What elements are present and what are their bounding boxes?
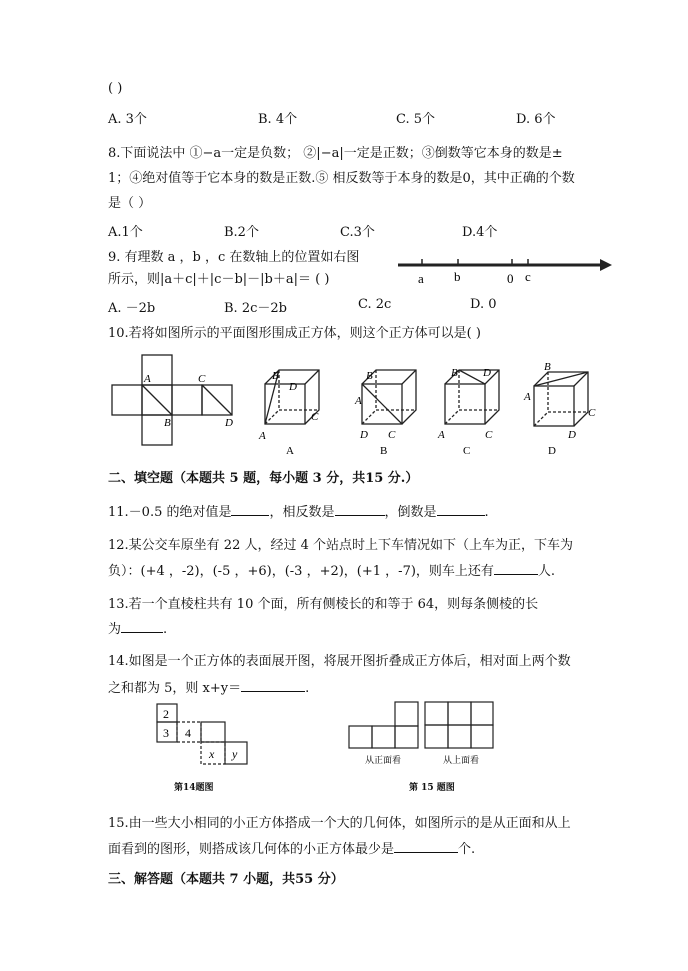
fig14-caption: 第14题图 bbox=[174, 783, 214, 793]
q9-option-c: C. 2c bbox=[358, 297, 392, 312]
q11-text-d: . bbox=[484, 505, 489, 520]
cube-net-figure bbox=[108, 352, 248, 452]
net-label-b: B bbox=[164, 417, 171, 429]
fig15-caption: 第 15 题图 bbox=[409, 783, 455, 793]
q7-option-b: B. 4个 bbox=[258, 112, 298, 127]
q8-line2: 1；④绝对值等于它本身的数是正数.⑤ 相反数等于本身的数是0，其中正确的个数 bbox=[108, 171, 575, 186]
q11-line bbox=[108, 502, 489, 522]
q10-question: 10.若将如图所示的平面图形围成正方体，则这个正方体可以是( ) bbox=[108, 326, 481, 341]
cube-d-label-d: D bbox=[568, 429, 576, 441]
net-label-c: C bbox=[198, 373, 206, 385]
cube-choice-c bbox=[437, 362, 517, 458]
q11-blank-abs[interactable] bbox=[231, 502, 269, 516]
q12-line1: 12.某公交车原坐有 22 人，经过 4 个站点时上下车情况如下（上车为正，下车为 bbox=[108, 538, 574, 553]
choice-label-b: B bbox=[380, 445, 388, 457]
net-label-d: D bbox=[225, 417, 233, 429]
q11-blank-reciprocal[interactable] bbox=[437, 502, 485, 516]
cube-b-label-b: B bbox=[366, 370, 373, 382]
cube-a-label-c: C bbox=[311, 411, 319, 423]
q12-text-a: 负）：(+4 ，-2)，(-5 ，+6)，(-3 ，+2)，(+1 ，-7)，则车上还有 bbox=[108, 564, 494, 579]
fig15-front-label: 从正面看 bbox=[365, 755, 402, 765]
q7-option-a: A. 3个 bbox=[108, 112, 147, 127]
q8-line3: 是（ ） bbox=[108, 196, 152, 211]
q13-blank[interactable] bbox=[121, 619, 163, 633]
cube-d-label-a: A bbox=[524, 391, 531, 403]
q15-blank[interactable] bbox=[394, 839, 458, 853]
cube-d-label-c: C bbox=[588, 407, 596, 419]
q9-line2: 所示，则|a＋c|＋|c－b|－|b＋a|＝ ( ) bbox=[108, 272, 330, 287]
number-line-arrow bbox=[600, 259, 612, 271]
q11-text-b: ，相反数是 bbox=[269, 505, 335, 520]
cube-a-label-a: A bbox=[259, 430, 266, 442]
q12-blank[interactable] bbox=[494, 561, 538, 575]
cube-c-label-d: D bbox=[483, 367, 491, 379]
q11-blank-opposite[interactable] bbox=[335, 502, 385, 516]
fig14-cell-4: 4 bbox=[185, 726, 191, 740]
q8-option-a: A.1个 bbox=[108, 225, 143, 240]
q13-line1: 13.若一个直棱柱共有 10 个面，所有侧棱长的和等于 64，则每条侧棱的长 bbox=[108, 597, 539, 612]
q14-line2 bbox=[108, 678, 309, 698]
q9-option-b: B. 2c－2b bbox=[224, 301, 287, 316]
fig14-cell-3: 3 bbox=[163, 726, 169, 740]
cube-c-label-b: B bbox=[451, 367, 458, 379]
fig14-cube-net bbox=[155, 702, 255, 772]
fig14-cell-x: x bbox=[209, 747, 215, 761]
q11-text-c: ，倒数是 bbox=[384, 505, 437, 520]
cube-choice-b bbox=[352, 362, 432, 458]
axis-label-c: c bbox=[525, 269, 531, 284]
cube-choice-a bbox=[255, 362, 335, 458]
q15-text-a: 面看到的图形，则搭成该几何体的小正方体最少是 bbox=[108, 842, 395, 857]
q15-text-b: 个. bbox=[458, 842, 476, 857]
q8-option-b: B.2个 bbox=[224, 225, 259, 240]
section3-heading: 三、解答题（本题共 7 小题，共55 分） bbox=[108, 872, 344, 887]
q13-text-b: . bbox=[163, 622, 168, 637]
q8-option-c: C.3个 bbox=[340, 225, 375, 240]
q8-line1: 8.下面说法中 ①−a一定是负数； ②|−a|一定是正数；③倒数等它本身的数是± bbox=[108, 146, 563, 161]
q13-text-a: 为 bbox=[108, 622, 122, 637]
q9-option-a: A. －2b bbox=[108, 301, 156, 316]
q12-line2 bbox=[108, 561, 555, 581]
fig15-top-label: 从上面看 bbox=[443, 755, 480, 765]
section2-heading: 二、填空题（本题共 5 题，每小题 3 分，共15 分.） bbox=[108, 471, 419, 486]
fig14-cell-y: y bbox=[232, 747, 238, 761]
cube-b-label-a: A bbox=[355, 395, 362, 407]
q11-text-a: 11.－0.5 的绝对值是 bbox=[108, 505, 232, 520]
net-label-a: A bbox=[144, 373, 151, 385]
q7-paren: ( ) bbox=[108, 81, 123, 96]
choice-label-c: C bbox=[463, 445, 471, 457]
q14-line1: 14.如图是一个正方体的表面展开图，将展开图折叠成正方体后，相对面上两个数 bbox=[108, 654, 571, 669]
cube-a-label-b: B bbox=[272, 370, 279, 382]
choice-label-d: D bbox=[548, 445, 556, 457]
fig14-cell-2: 2 bbox=[163, 707, 169, 721]
q7-option-d: D. 6个 bbox=[516, 112, 556, 127]
number-line-figure bbox=[396, 255, 616, 291]
q14-text-a: 之和都为 5，则 x+y＝ bbox=[108, 681, 242, 696]
q13-line2 bbox=[108, 619, 167, 639]
cube-b-label-c: C bbox=[388, 429, 396, 441]
cube-b-label-d: D bbox=[360, 429, 368, 441]
choice-label-a: A bbox=[286, 445, 294, 457]
q14-text-b: . bbox=[305, 681, 310, 696]
q9-line1: 9. 有理数 a ，b ，c 在数轴上的位置如右图 bbox=[108, 250, 360, 265]
axis-label-b: b bbox=[454, 269, 461, 284]
cube-d-label-b: B bbox=[544, 362, 551, 373]
q8-option-d: D.4个 bbox=[462, 225, 498, 240]
q15-line2 bbox=[108, 839, 475, 859]
axis-label-zero: 0 bbox=[507, 271, 514, 286]
q12-text-b: 人. bbox=[537, 564, 556, 579]
fig15-views bbox=[345, 698, 495, 770]
q7-option-c: C. 5个 bbox=[396, 112, 436, 127]
q9-option-d: D. 0 bbox=[470, 297, 497, 312]
cube-choice-d bbox=[522, 362, 604, 458]
q14-blank[interactable] bbox=[241, 678, 305, 692]
cube-a-label-d: D bbox=[289, 381, 297, 393]
cube-c-label-a: A bbox=[438, 429, 445, 441]
cube-c-label-c: C bbox=[485, 429, 493, 441]
axis-label-a: a bbox=[418, 271, 424, 286]
q15-line1: 15.由一些大小相同的小正方体搭成一个大的几何体，如图所示的是从正面和从上 bbox=[108, 816, 571, 831]
